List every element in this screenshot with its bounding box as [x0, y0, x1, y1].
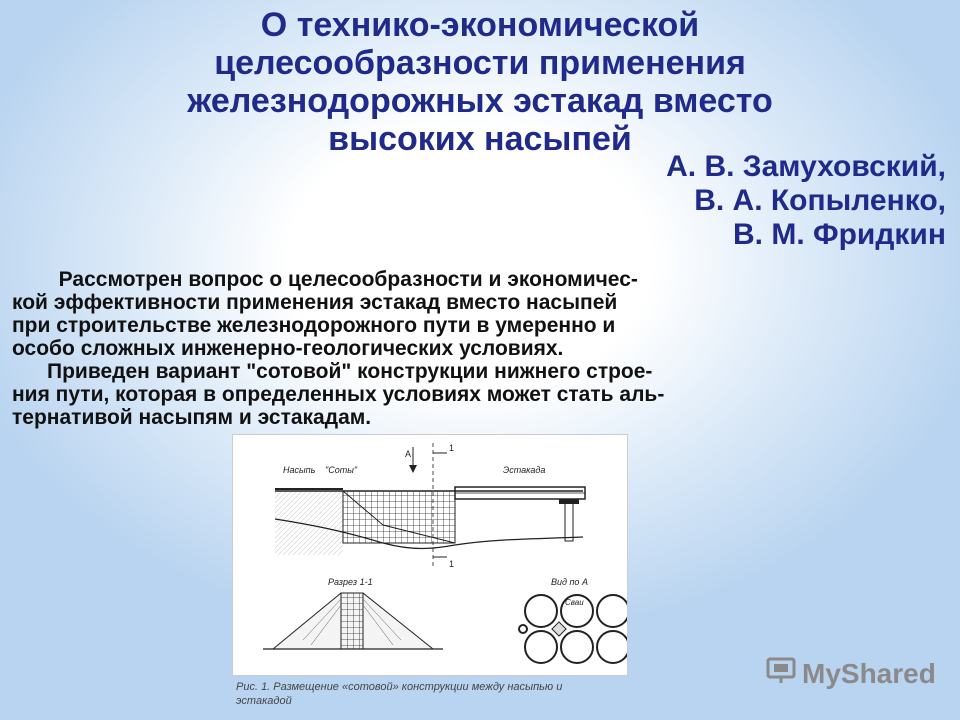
abstract-line: Рассмотрен вопрос о целесообразности и экономичес- — [12, 268, 638, 291]
slide-title — [0, 6, 960, 158]
pile-marker — [552, 622, 566, 636]
title-line: целесообразности применения — [214, 44, 746, 82]
watermark — [766, 656, 936, 691]
label-marker-1-bottom: 1 — [449, 559, 455, 569]
abstract-line: ния пути, которая в определенных условиях может стать аль- — [12, 383, 665, 406]
abstract-line: тернативой насыпям и эстакадам. — [12, 406, 372, 429]
figure — [232, 434, 628, 676]
cells-block — [343, 491, 455, 543]
label-marker-1-top: 1 — [449, 443, 455, 453]
abstract-line: особо сложных инженерно-геологических условиях. — [12, 337, 564, 360]
abstract — [12, 268, 952, 429]
figure-diagram — [233, 435, 627, 675]
section-cells — [341, 593, 363, 649]
watermark-text: MyShared — [802, 657, 936, 689]
abstract-line: Приведен вариант "сотовой" конструкции нижнего строе- — [12, 360, 653, 383]
presentation-icon — [766, 656, 796, 691]
label-view: Вид по А — [551, 577, 588, 587]
abstract-line: при строительстве железнодорожного пути в умеренно и — [12, 314, 616, 337]
title-line: железнодорожных эстакад вместо — [187, 82, 773, 120]
label-trestle: Эстакада — [503, 465, 546, 475]
label-embankment: Насыпь — [283, 465, 316, 475]
label-section: Разрез 1-1 — [328, 577, 373, 587]
title-line: О технико-экономической — [260, 6, 700, 44]
trestle-pier — [565, 499, 573, 541]
author: В. А. Копыленко, — [694, 184, 946, 217]
author: В. М. Фридкин — [733, 218, 946, 251]
author: А. В. Замуховский, — [666, 150, 946, 183]
abstract-line: кой эффективности применения эстакад вместо насыпей — [12, 291, 618, 314]
label-cells: "Соты" — [325, 465, 358, 475]
authors — [666, 150, 946, 252]
label-pile: Сваи — [565, 598, 584, 607]
title-line: высоких насыпей — [328, 120, 632, 158]
label-marker-a: А — [405, 449, 412, 459]
figure-caption: Рис. 1. Размещение «сотовой» конструкции между насыпью и эстакадой — [236, 681, 563, 707]
